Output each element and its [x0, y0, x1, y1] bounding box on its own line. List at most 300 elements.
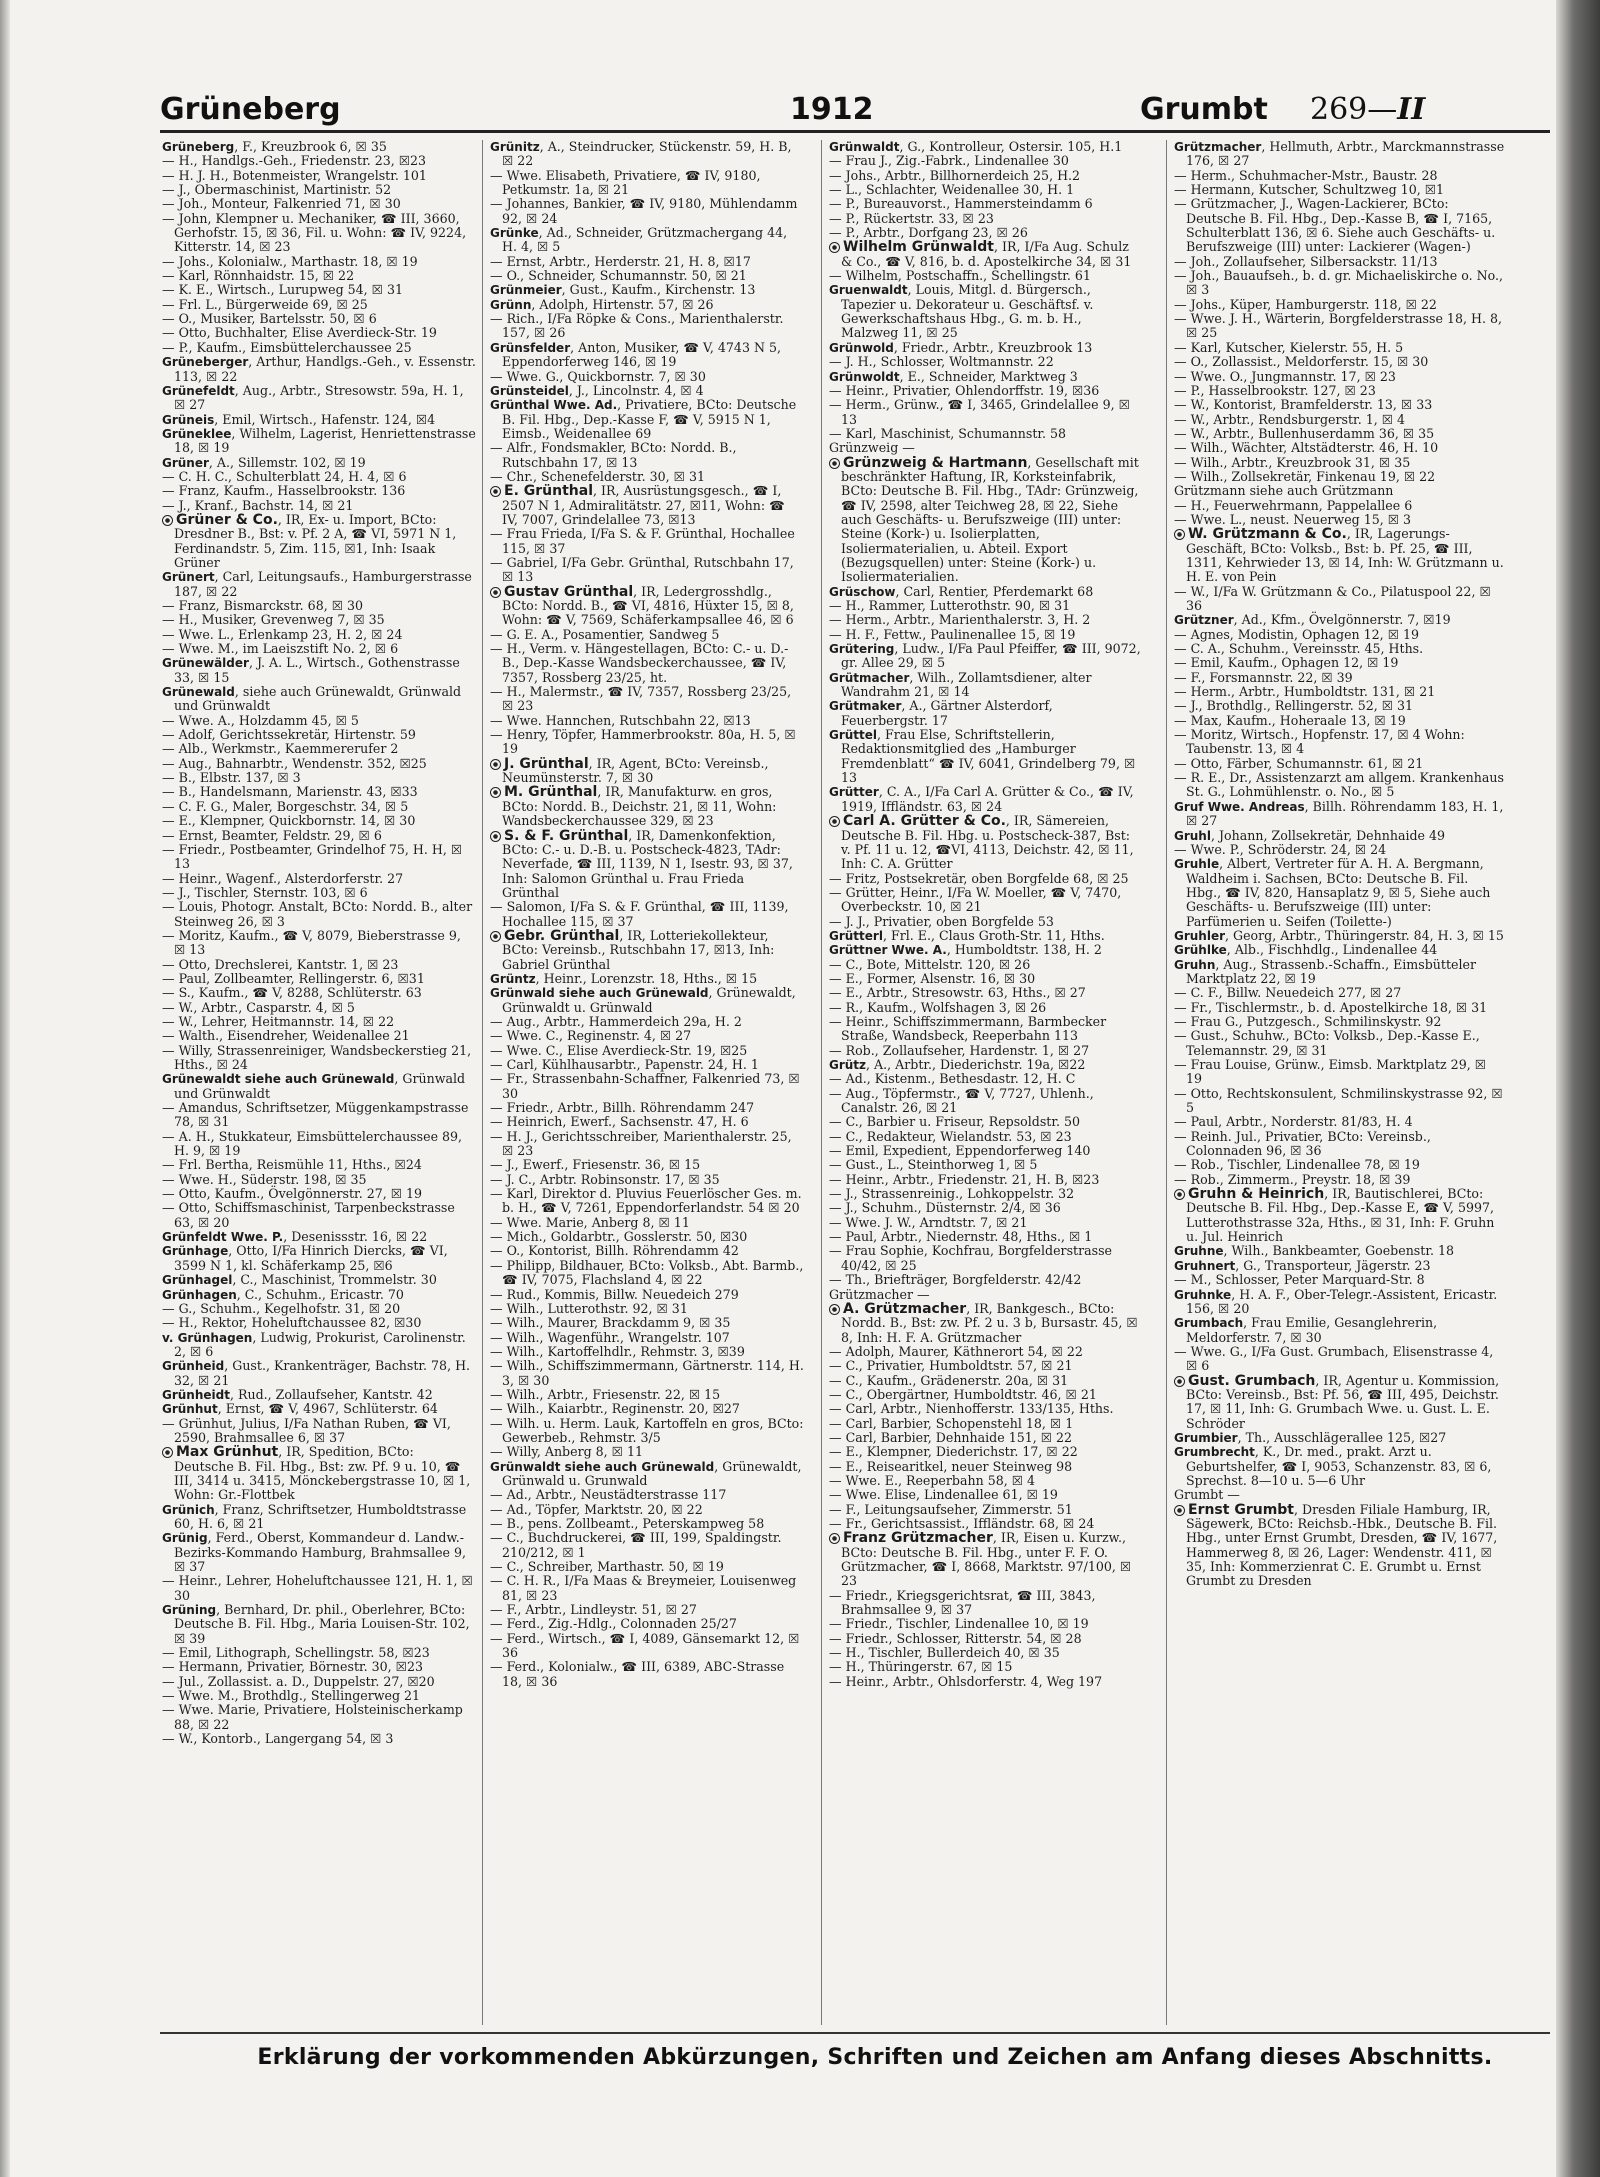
- directory-entry: — B., Elbstr. 137, ☒ 3: [162, 770, 301, 786]
- directory-entry: Grützner, Ad., Kfm., Övelgönnerstr. 7, ☒19: [1174, 612, 1451, 628]
- directory-entry: — Wwe. C., Elise Averdieck-Str. 19, ☒25: [490, 1042, 748, 1058]
- header-right-keyword: Grumbt: [1140, 92, 1268, 127]
- directory-entry: — C. F. G., Maler, Borgeschstr. 34, ☒ 5: [162, 798, 409, 814]
- directory-entry: — Wwe. Hannchen, Rutschbahn 22, ☒13: [490, 712, 751, 728]
- directory-entry: Grünert, Carl, Leitungsaufs., Hamburgerstrasse 187, ☒ 22: [162, 569, 472, 599]
- directory-entry: — C. F., Billw. Neuedeich 277, ☒ 27: [1174, 985, 1402, 1001]
- directory-column-4: [1172, 140, 1507, 2025]
- directory-entry: — Wwe. L., neust. Neuerweg 15, ☒ 3: [1174, 511, 1412, 527]
- directory-entry: Grumbrecht, K., Dr. med., prakt. Arzt u. Geburtshelfer, ☎ I, 9053, Schanzenstr. 83, ☒ 6, Sprechst. 8—10 u. 5—6 Uhr: [1174, 1444, 1492, 1488]
- directory-entry: Grünhut, Ernst, ☎ V, 4967, Schlüterstr. 64: [162, 1401, 438, 1417]
- page-number: [1310, 92, 1425, 127]
- directory-entry: — O., Musiker, Bartelsstr. 50, ☒ 6: [162, 311, 377, 327]
- directory-entry: — J. C., Arbtr. Robinsonstr. 17, ☒ 35: [490, 1171, 720, 1187]
- header-left-keyword: Grüneberg: [160, 92, 341, 127]
- directory-entry: Grünwaldt siehe auch Grünewald, Grünewaldt, Grünwald u. Grunwald: [490, 1458, 802, 1488]
- directory-entry: — Carl, Barbier, Dehnhaide 151, ☒ 22: [829, 1429, 1073, 1445]
- directory-entry: — Herm., Grünw., ☎ I, 3465, Grindelallee 9, ☒ 13: [829, 397, 1130, 427]
- directory-entry: — Wilh., Zollsekretär, Finkenau 19, ☒ 22: [1174, 468, 1436, 484]
- directory-entry: — F., Forsmannstr. 22, ☒ 39: [1174, 669, 1353, 685]
- directory-entry: — Henry, Töpfer, Hammerbrookstr. 80a, H. 5, ☒ 19: [490, 727, 796, 757]
- directory-entry: Grüttel, Frau Else, Schriftstellerin, Redaktionsmitglied des „Hamburger Fremdenblatt“ ☎ IV, 6041, Grindelberg 79, ☒ 13: [829, 727, 1136, 786]
- directory-entry: Grünich, Franz, Schriftsetzer, Humboldtstrasse 60, H. 6, ☒ 21: [162, 1501, 467, 1531]
- directory-entry: Grüning, Bernhard, Dr. phil., Oberlehrer, BCto: Deutsche B. Fil. Hbg., Maria Louisen-Str. 102, ☒ 39: [162, 1602, 470, 1646]
- firm-register-icon: [490, 831, 501, 842]
- directory-entry: — Otto, Färber, Schumannstr. 61, ☒ 21: [1174, 755, 1424, 771]
- directory-entry: — Heinr., Arbtr., Friedenstr. 21, H. B, ☒23: [829, 1171, 1100, 1187]
- directory-entry: — Heinr., Schiffszimmermann, Barmbecker Straße, Wandsbeck, Reeperbahn 113: [829, 1013, 1107, 1044]
- directory-entry: Grünig, Ferd., Oberst, Kommandeur d. Landw.-Bezirks-Kommando Hamburg, Brahmsallee 9, ☒ 37: [162, 1530, 467, 1575]
- directory-entry: — J., Obermaschinist, Martinistr. 52: [162, 182, 392, 198]
- directory-entry: Gruf Wwe. Andreas, Billh. Röhrendamm 183, H. 1, ☒ 27: [1174, 798, 1504, 829]
- directory-entry: — E., Klempner, Diederichstr. 17, ☒ 22: [829, 1444, 1078, 1460]
- directory-entry: M. Grünthal, IR, Manufakturw. en gros, BCto: Nordd. B., Deichstr. 21, ☒ 11, Wohn: Wandsbeckerchaussee 329, ☒ 23: [490, 785, 804, 828]
- directory-entry: — F., Arbtr., Lindleystr. 51, ☒ 27: [490, 1602, 697, 1618]
- directory-entry: — Wilh., Arbtr., Kreuzbrook 31, ☒ 35: [1174, 454, 1411, 470]
- directory-entry: — Max, Kaufm., Hoheraale 13, ☒ 19: [1174, 712, 1406, 728]
- directory-entry: — H., Verm. v. Hängestellagen, BCto: C.- u. D.-B., Dep.-Kasse Wandsbeckerchaussee, ☎ IV, 7357, Rossberg 23/25, ht.: [490, 641, 789, 685]
- directory-entry: — O., Zollassist., Meldorferstr. 15, ☒ 30: [1174, 354, 1429, 370]
- firm-register-icon: [490, 931, 501, 942]
- directory-entry: — Karl, Kutscher, Kielerstr. 55, H. 5: [1174, 339, 1404, 355]
- footer-rule: [160, 2032, 1550, 2034]
- directory-entry: — H., Feuerwehrmann, Pappelallee 6: [1174, 497, 1413, 513]
- directory-entry: Grünn, Adolph, Hirtenstr. 57, ☒ 26: [490, 296, 714, 312]
- page-number-section: II: [1397, 92, 1426, 127]
- directory-entry: Grütmaker, A., Gärtner Alsterdorf, Feuerbergstr. 17: [829, 698, 1053, 728]
- directory-entry: — John, Klempner u. Mechaniker, ☎ III, 3660, Gerhofstr. 15, ☒ 36, Fil. u. Wohn: ☎ IV, 9224, Kitterstr. 14, ☒ 23: [162, 210, 467, 255]
- directory-entry: Ernst Grumbt, Dresden Filiale Hamburg, IR, Sägewerk, BCto: Reichsb.-Hbk., Deutsche B. Fil. Hbg., unter Ernst Grumbt, Dresden, ☎ IV, 1677, Hammerweg 8, ☒ 26, Lager: Wendenstr. 411, ☒ 35, Inh: Kommerzienrat C. E. Grumbt u. Ernst Grumbt zu Dresden: [1174, 1503, 1505, 1589]
- firm-register-icon: [1174, 529, 1185, 540]
- directory-entry: — H. F., Fettw., Paulinenallee 15, ☒ 19: [829, 626, 1076, 642]
- firm-register-icon: [829, 816, 840, 827]
- directory-entry: — W., Lehrer, Heitmannstr. 14, ☒ 22: [162, 1013, 395, 1029]
- directory-entry: — P., Kaufm., Eimsbüttelerchaussee 25: [162, 339, 412, 355]
- directory-entry: Grünsfelder, Anton, Musiker, ☎ V, 4743 N 5, Eppendorferweg 146, ☒ 19: [490, 339, 782, 370]
- directory-entry: Grumbach, Frau Emilie, Gesanglehrerin, Meldorferstr. 7, ☒ 30: [1174, 1315, 1438, 1345]
- directory-entry: — Karl, Direktor d. Pluvius Feuerlöscher Ges. m. b. H., ☎ V, 7261, Eppendorferlandstr. 54 ☒ 20: [490, 1186, 802, 1216]
- directory-entry: — Moritz, Wirtsch., Hopfenstr. 17, ☒ 4 Wohn: Taubenstr. 13, ☒ 4: [1174, 727, 1465, 757]
- directory-entry: — Wilhelm, Postschaffn., Schellingstr. 61: [829, 268, 1091, 284]
- directory-entry: Grünhage, Otto, I/Fa Hinrich Diercks, ☎ VI, 3599 N 1, kl. Schäferkamp 25, ☒6: [162, 1243, 448, 1273]
- directory-entry: — W., Kontorist, Bramfelderstr. 13, ☒ 33: [1174, 397, 1433, 413]
- directory-column-2: [488, 140, 806, 2025]
- directory-entry: Gruhl, Johann, Zollsekretär, Dehnhaide 49: [1174, 827, 1446, 843]
- directory-entry: — Johannes, Bankier, ☎ IV, 9180, Mühlendamm 92, ☒ 24: [490, 196, 798, 226]
- directory-entry: — H., Malermstr., ☎ IV, 7357, Rossberg 23/25, ☒ 23: [490, 684, 792, 714]
- directory-entry: — Carl, Arbtr., Nienhofferstr. 133/135, Hths.: [829, 1401, 1114, 1417]
- directory-entry: Max Grünhut, IR, Spedition, BCto: Deutsche B. Fil. Hbg., Bst: zw. Pf. 9 u. 10, ☎ III, 3414 u. 3415, Mönckebergstrasse 10, ☒ 1, Wohn: Gr.-Flottbek: [162, 1445, 476, 1502]
- directory-entry: — Frau Sophie, Kochfrau, Borgfelderstrasse 40/42, ☒ 25: [829, 1243, 1112, 1273]
- directory-entry: — Fritz, Postsekretär, oben Borgfelde 68, ☒ 25: [829, 870, 1129, 886]
- directory-entry: Gruhle, Albert, Vertreter für A. H. A. Bergmann, Waldheim i. Sachsen, BCto: Deutsche B. Fil. Hbg., ☎ IV, 820, Hansaplatz 9, ☒ 5, Siehe auch Geschäfts- u. Berufszweige (III) unter: Parfümerien u. Seifen (Toilette-): [1174, 856, 1491, 929]
- directory-entry: Gruhnke, H. A. F., Ober-Telegr.-Assistent, Ericastr. 156, ☒ 20: [1174, 1286, 1498, 1316]
- directory-entry: — Herm., Arbtr., Marienthalerstr. 3, H. 2: [829, 612, 1091, 628]
- directory-entry: — Friedr., Kriegsgerichtsrat, ☎ III, 3843, Brahmsallee 9, ☒ 37: [829, 1587, 1096, 1618]
- directory-entry: — J., Ewerf., Friesenstr. 36, ☒ 15: [490, 1157, 701, 1173]
- directory-entry: — B., pens. Zollbeamt., Peterskampweg 58: [490, 1516, 765, 1531]
- directory-entry: — C. H. R., I/Fa Maas & Breymeier, Louisenweg 81, ☒ 23: [490, 1573, 797, 1603]
- page-header: [160, 82, 1550, 133]
- directory-entry: — Frau Louise, Grünw., Eimsb. Marktplatz 29, ☒ 19: [1174, 1057, 1487, 1087]
- directory-entry: Grüntz, Heinr., Lorenzstr. 18, Hths., ☒ 15: [490, 970, 758, 986]
- directory-entry: — Alb., Werkmstr., Kaemmererufer 2: [162, 741, 399, 757]
- directory-entry: Grünfeldt Wwe. P., Desenissstr. 16, ☒ 22: [162, 1229, 428, 1245]
- firm-register-icon: [490, 787, 501, 798]
- directory-entry: — Ad., Töpfer, Marktstr. 20, ☒ 22: [490, 1501, 703, 1517]
- directory-entry: — Franz, Bismarckstr. 68, ☒ 30: [162, 598, 364, 613]
- directory-entry: Grützmacher —: [829, 1286, 930, 1302]
- directory-entry: — Rud., Kommis, Billw. Neuedeich 279: [490, 1286, 739, 1302]
- directory-entry: J. Grünthal, IR, Agent, BCto: Vereinsb., Neumünsterstr. 7, ☒ 30: [490, 757, 804, 786]
- directory-entry: — Rich., I/Fa Röpke & Cons., Marienthalerstr. 157, ☒ 26: [490, 311, 784, 341]
- directory-entry: — W., Arbtr., Bullenhuserdamm 36, ☒ 35: [1174, 425, 1435, 441]
- directory-entry: Grumbt —: [1174, 1487, 1240, 1503]
- directory-entry: — Fr., Strassenbahn-Schaffner, Falkenried 73, ☒ 30: [490, 1071, 800, 1101]
- directory-entry: — C., Schreiber, Marthastr. 50, ☒ 19: [490, 1559, 724, 1575]
- column-divider: [821, 140, 822, 2025]
- directory-entry: Grünewälder, J. A. L., Wirtsch., Gothenstrasse 33, ☒ 15: [162, 655, 460, 685]
- directory-entry: — Agnes, Modistin, Ophagen 12, ☒ 19: [1174, 626, 1420, 642]
- directory-entry: — Carl, Barbier, Schopenstehl 18, ☒ 1: [829, 1415, 1074, 1431]
- directory-entry: — Joh., Monteur, Falkenried 71, ☒ 30: [162, 196, 401, 212]
- directory-entry: — Th., Briefträger, Borgfelderstr. 42/42: [829, 1272, 1082, 1288]
- directory-entry: — Rob., Tischler, Lindenallee 78, ☒ 19: [1174, 1157, 1420, 1173]
- directory-entry: — Joh., Bauaufseh., b. d. gr. Michaeliskirche o. No., ☒ 3: [1174, 268, 1503, 298]
- directory-entry: — Otto, Schiffsmaschinist, Tarpenbeckstrasse 63, ☒ 20: [162, 1200, 455, 1230]
- directory-entry: Gruhler, Georg, Arbtr., Thüringerstr. 84, H. 3, ☒ 15: [1174, 927, 1504, 943]
- directory-entry: — Hermann, Privatier, Börnestr. 30, ☒23: [162, 1659, 423, 1675]
- directory-entry: — Heinr., Arbtr., Ohlsdorferstr. 4, Weg 197: [829, 1673, 1103, 1689]
- directory-entry: — Heinr., Wagenf., Alsterdorferstr. 27: [162, 870, 404, 886]
- directory-entry: — C., Kaufm., Grädenerstr. 20a, ☒ 31: [829, 1372, 1069, 1388]
- directory-entry: — Willy, Strassenreiniger, Wandsbeckerstieg 21, Hths., ☒ 24: [162, 1042, 472, 1072]
- directory-entry: — M., Schlosser, Peter Marquard-Str. 8: [1174, 1272, 1425, 1288]
- directory-entry: — Aug., Arbtr., Hammerdeich 29a, H. 2: [490, 1013, 742, 1029]
- directory-entry: — Adolf, Gerichtssekretär, Hirtenstr. 59: [162, 727, 416, 743]
- directory-entry: — Frau Frieda, I/Fa S. & F. Grünthal, Hochallee 115, ☒ 37: [490, 526, 795, 556]
- directory-entry: Gruhne, Wilh., Bankbeamter, Goebenstr. 18: [1174, 1243, 1454, 1259]
- directory-entry: A. Grützmacher, IR, Bankgesch., BCto: Nordd. B., Bst: zw. Pf. 2 u. 3 b, Bursastr. 45, ☒ 8, Inh: H. F. A. Grützmacher: [829, 1302, 1143, 1345]
- directory-column-1: [160, 140, 478, 2025]
- directory-entry: — S., Kaufm., ☎ V, 8288, Schlüterstr. 63: [162, 985, 422, 1001]
- directory-entry: — Heinr., Privatier, Ohlendorffstr. 19, ☒36: [829, 382, 1100, 398]
- directory-entry: — J., Kranf., Bachstr. 14, ☒ 21: [162, 497, 354, 513]
- directory-entry: — H., Musiker, Grevenweg 7, ☒ 35: [162, 612, 385, 628]
- directory-entry: — Joh., Zollaufseher, Silbersackstr. 11/13: [1174, 253, 1438, 269]
- directory-entry: Grünewaldt siehe auch Grünewald, Grünwald und Grünwaldt: [162, 1071, 466, 1101]
- directory-entry: — B., Handelsmann, Marienstr. 43, ☒33: [162, 784, 418, 800]
- directory-entry: Grünewald, siehe auch Grünewaldt, Grünwald und Grünwaldt: [162, 684, 462, 714]
- directory-entry: — Wwe. M., im Laeiszstift No. 2, ☒ 6: [162, 641, 399, 657]
- firm-register-icon: [1174, 1376, 1185, 1387]
- directory-entry: — C., Redakteur, Wielandstr. 53, ☒ 23: [829, 1128, 1072, 1144]
- directory-entry: — Louis, Photogr. Anstalt, BCto: Nordd. B., alter Steinweg 26, ☒ 3: [162, 899, 473, 929]
- directory-entry: — Friedr., Tischler, Lindenallee 10, ☒ 19: [829, 1616, 1089, 1632]
- directory-entry: — G. E. A., Posamentier, Sandweg 5: [490, 626, 720, 642]
- firm-register-icon: [1174, 1189, 1185, 1200]
- directory-entry: — P., Bureauvorst., Hammersteindamm 6: [829, 196, 1093, 212]
- directory-entry: Grütterl, Frl. E., Claus Groth-Str. 11, Hths.: [829, 927, 1105, 943]
- firm-register-icon: [829, 1304, 840, 1315]
- directory-entry: — W., Arbtr., Casparstr. 4, ☒ 5: [162, 999, 355, 1015]
- directory-entry: — Wilh., Maurer, Brackdamm 9, ☒ 35: [490, 1315, 731, 1331]
- firm-register-icon: [490, 759, 501, 770]
- directory-entry: — J., Strassenreinig., Lohkoppelstr. 32: [829, 1186, 1075, 1202]
- directory-entry: Grüneberg, F., Kreuzbrook 6, ☒ 35: [162, 140, 387, 154]
- directory-entry: — Ernst, Arbtr., Herderstr. 21, H. 8, ☒17: [490, 253, 751, 269]
- directory-entry: — Moritz, Kaufm., ☎ V, 8079, Bieberstrasse 9, ☒ 13: [162, 927, 461, 958]
- directory-entry: — C., Buchdruckerei, ☎ III, 199, Spaldingstr. 210/212, ☒ 1: [490, 1530, 782, 1560]
- directory-entry: Grünhagel, C., Maschinist, Trommelstr. 30: [162, 1272, 437, 1288]
- directory-entry: — Wilh., Wächter, Altstädterstr. 46, H. 10: [1174, 440, 1439, 456]
- directory-entry: — Gust., Schuhw., BCto: Volksb., Dep.-Kasse E., Telemannstr. 29, ☒ 31: [1174, 1028, 1480, 1058]
- directory-entry: — H. J., Gerichtsschreiber, Marienthalerstr. 25, ☒ 23: [490, 1128, 792, 1159]
- directory-entry: — Adolph, Maurer, Käthnerort 54, ☒ 22: [829, 1343, 1083, 1359]
- header-year: 1912: [790, 92, 874, 127]
- directory-entry: S. & F. Grünthal, IR, Damenkonfektion, BCto: C.- u. D.-B. u. Postscheck-4823, TAdr: Neverfade, ☎ III, 1139, N 1, Isestr. 93, ☒ 37, Inh: Salomon Grünthal u. Frau Frieda Grünthal: [490, 829, 804, 901]
- directory-entry: — Aug., Töpfermstr., ☎ V, 7727, Uhlenh., Canalstr. 26, ☒ 21: [829, 1085, 1094, 1116]
- directory-entry: — R. E., Dr., Assistenzarzt am allgem. Krankenhaus St. G., Lohmühlenstr. o. No., ☒ 5: [1174, 770, 1504, 800]
- directory-entry: Grüner & Co., IR, Ex- u. Import, BCto: Dresdner B., Bst: v. Pf. 2 A, ☎ VI, 5971 N 1, Ferdinandstr. 5, Zim. 115, ☒1, Inh: Isaak Grüner: [162, 513, 476, 570]
- directory-entry: — Wwe. A., Holzdamm 45, ☒ 5: [162, 712, 359, 728]
- directory-entry: — J. H., Schlosser, Woltmannstr. 22: [829, 354, 1054, 370]
- directory-entry: — J., Brothdlg., Rellingerstr. 52, ☒ 31: [1174, 698, 1414, 714]
- directory-entry: — Wwe. C., Reginenstr. 4, ☒ 27: [490, 1028, 692, 1044]
- directory-entry: Wilhelm Grünwaldt, IR, I/Fa Aug. Schulz & Co., ☎ V, 816, b. d. Apostelkirche 34, ☒ 31: [829, 240, 1143, 269]
- directory-entry: Grünitz, A., Steindrucker, Stückenstr. 59, H. B, ☒ 22: [490, 140, 792, 169]
- directory-entry: — Frl. Bertha, Reismühle 11, Hths., ☒24: [162, 1157, 422, 1173]
- directory-entry: — Wilh. u. Herm. Lauk, Kartoffeln en gros, BCto: Gewerbeb., Rehmstr. 3/5: [490, 1415, 804, 1445]
- directory-entry: Grüschow, Carl, Rentier, Pferdemarkt 68: [829, 583, 1094, 599]
- directory-entry: — Carl, Kühlhausarbtr., Papenstr. 24, H. 1: [490, 1057, 759, 1072]
- directory-entry: — Aug., Bahnarbtr., Wendenstr. 352, ☒25: [162, 755, 427, 771]
- firm-register-icon: [829, 242, 840, 253]
- directory-entry: — Wilh., Lutterothstr. 92, ☒ 31: [490, 1300, 688, 1316]
- directory-entry: — P., Arbtr., Dorfgang 23, ☒ 26: [829, 225, 1028, 241]
- directory-entry: — J. J., Privatier, oben Borgfelde 53: [829, 913, 1054, 929]
- column-divider: [1166, 140, 1167, 2025]
- directory-entry: — C. H. C., Schulterblatt 24, H. 4, ☒ 6: [162, 468, 407, 484]
- directory-entry: — Heinrich, Ewerf., Sachsenstr. 47, H. 6: [490, 1114, 749, 1130]
- directory-entry: — P., Rückertstr. 33, ☒ 23: [829, 210, 994, 226]
- directory-entry: — Wwe. Marie, Privatiere, Holsteinischerkamp 88, ☒ 22: [162, 1702, 463, 1732]
- directory-entry: Franz Grützmacher, IR, Eisen u. Kurzw., BCto: Deutsche B. Fil. Hbg., unter F. F. O. Grützmacher, ☎ I, 8668, Marktstr. 97/100, ☒ 23: [829, 1531, 1143, 1588]
- firm-register-icon: [829, 1533, 840, 1544]
- directory-entry: — Wilh., Schiffszimmermann, Gärtnerstr. 114, H. 3, ☒ 30: [490, 1358, 804, 1388]
- directory-entry: — Wwe. Marie, Anberg 8, ☒ 11: [490, 1214, 690, 1230]
- firm-register-icon: [829, 458, 840, 469]
- directory-entry: Grüneberger, Arthur, Handlgs.-Geh., v. Essenstr. 113, ☒ 22: [162, 354, 476, 384]
- directory-entry: — H., Tischler, Bullerdeich 40, ☒ 35: [829, 1645, 1060, 1661]
- directory-entry: — J., Schuhm., Düsternstr. 2/4, ☒ 36: [829, 1200, 1061, 1216]
- directory-entry: Grünefeldt, Aug., Arbtr., Stresowstr. 59a, H. 1, ☒ 27: [162, 382, 464, 413]
- directory-entry: — Frau G., Putzgesch., Schmilinskystr. 92: [1174, 1013, 1442, 1029]
- directory-entry: — Emil, Expedient, Eppendorferweg 140: [829, 1143, 1091, 1159]
- directory-entry: v. Grünhagen, Ludwig, Prokurist, Carolinenstr. 2, ☒ 6: [162, 1329, 466, 1359]
- directory-entry: Gruhnert, G., Transporteur, Jägerstr. 23: [1174, 1257, 1431, 1273]
- directory-entry: Grüner, A., Sillemstr. 102, ☒ 19: [162, 454, 366, 470]
- firm-register-icon: [162, 515, 173, 526]
- directory-entry: — Willy, Anberg 8, ☒ 11: [490, 1444, 643, 1460]
- directory-entry: — C., Bote, Mittelstr. 120, ☒ 26: [829, 956, 1031, 972]
- firm-register-icon: [1174, 1505, 1185, 1516]
- directory-entry: — Wilh., Arbtr., Friesenstr. 22, ☒ 15: [490, 1386, 721, 1402]
- directory-entry: — Grütter, Heinr., I/Fa W. Moeller, ☎ V, 7470, Overbeckstr. 10, ☒ 21: [829, 884, 1122, 915]
- directory-entry: — W., Kontorb., Langergang 54, ☒ 3: [162, 1731, 394, 1747]
- directory-entry: — O., Schneider, Schumannstr. 50, ☒ 21: [490, 268, 747, 284]
- directory-entry: — E., Former, Alsenstr. 16, ☒ 30: [829, 970, 1036, 986]
- directory-entry: — Walth., Eisendreher, Weidenallee 21: [162, 1028, 410, 1044]
- page-right-edge-shadow: [1556, 0, 1600, 2177]
- directory-entry: — Otto, Kaufm., Övelgönnerstr. 27, ☒ 19: [162, 1186, 423, 1202]
- directory-entry: — Ferd., Kolonialw., ☎ III, 6389, ABC-Strasse 18, ☒ 36: [490, 1659, 785, 1689]
- directory-entry: — J., Tischler, Sternstr. 103, ☒ 6: [162, 884, 368, 900]
- directory-entry: — A. H., Stukkateur, Eimsbüttelerchaussee 89, H. 9, ☒ 19: [162, 1128, 463, 1159]
- directory-entry: — Johs., Arbtr., Billhornerdeich 25, H.2: [829, 167, 1081, 183]
- directory-entry: — Wwe. H., Süderstr. 198, ☒ 35: [162, 1171, 367, 1187]
- directory-entry: Grünke, Ad., Schneider, Grützmachergang 44, H. 4, ☒ 5: [490, 225, 788, 255]
- directory-entry: — Rob., Zollaufseher, Hardenstr. 1, ☒ 27: [829, 1042, 1090, 1058]
- firm-register-icon: [162, 1447, 173, 1458]
- directory-entry: — Frau J., Zig.-Fabrk., Lindenallee 30: [829, 153, 1069, 169]
- footer-note: Erklärung der vorkommenden Abkürzungen, Schriften und Zeichen am Anfang dieses Abschnitts.: [257, 2045, 1493, 2070]
- directory-entry: — Karl, Maschinist, Schumannstr. 58: [829, 425, 1067, 441]
- directory-entry: — H., Rammer, Lutterothstr. 90, ☒ 31: [829, 598, 1071, 613]
- directory-entry: — Wwe. J. H., Wärterin, Borgfelderstrasse 18, H. 8, ☒ 25: [1174, 311, 1502, 341]
- directory-entry: — Franz, Kaufm., Hasselbrookstr. 136: [162, 483, 406, 499]
- directory-entry: — Emil, Kaufm., Ophagen 12, ☒ 19: [1174, 655, 1399, 671]
- directory-entry: — Grünhut, Julius, I/Fa Nathan Ruben, ☎ VI, 2590, Brahmsallee 6, ☒ 37: [162, 1415, 451, 1445]
- directory-entry: — Wilh., Wagenführ., Wrangelstr. 107: [490, 1329, 730, 1345]
- directory-entry: Gruenwaldt, Louis, Mitgl. d. Bürgersch., Tapezier u. Dekorateur u. Geschäftsf. v. Gewerkschaftshaus Hbg., G. m. b. H., Malzweg 11, ☒ 25: [829, 282, 1094, 341]
- directory-entry: Grützmacher, Hellmuth, Arbtr., Marckmannstrasse 176, ☒ 27: [1174, 140, 1505, 169]
- directory-entry: — O., Kontorist, Billh. Röhrendamm 42: [490, 1243, 739, 1259]
- directory-entry: — Hermann, Kutscher, Schultzweg 10, ☒1: [1174, 182, 1445, 198]
- directory-entry: Grüneis, Emil, Wirtsch., Hafenstr. 124, ☒4: [162, 411, 436, 427]
- directory-entry: — Jul., Zollassist. a. D., Duppelstr. 27, ☒20: [162, 1673, 435, 1689]
- directory-entry: Grünwald siehe auch Grünewald, Grünewaldt, Grünwaldt u. Grünwald: [490, 985, 796, 1015]
- directory-entry: — H., Handlgs.-Geh., Friedenstr. 23, ☒23: [162, 153, 427, 169]
- directory-entry: Grünheid, Gust., Krankenträger, Bachstr. 78, H. 32, ☒ 21: [162, 1358, 471, 1388]
- directory-entry: — Herm., Arbtr., Humboldtstr. 131, ☒ 21: [1174, 684, 1436, 700]
- directory-entry: W. Grützmann & Co., IR, Lagerungs-Geschäft, BCto: Volksb., Bst: b. Pf. 25, ☎ III, 1311, Kehrwieder 13, ☒ 14, Inh: W. Grützmann u. H. E. von Pein: [1174, 527, 1505, 584]
- directory-entry: — Wwe. Elisabeth, Privatiere, ☎ IV, 9180, Petkumstr. 1a, ☒ 21: [490, 167, 761, 198]
- directory-entry: Grüneklee, Wilhelm, Lagerist, Henriettenstrasse 18, ☒ 19: [162, 425, 476, 456]
- directory-entry: — Salomon, I/Fa S. & F. Grünthal, ☎ III, 1139, Hochallee 115, ☒ 37: [490, 899, 789, 929]
- directory-entry: — Paul, Zollbeamter, Rellingerstr. 6, ☒31: [162, 970, 425, 986]
- directory-entry: — H., Thüringerstr. 67, ☒ 15: [829, 1659, 1013, 1675]
- directory-entry: — Wilh., Kaiarbtr., Reginenstr. 20, ☒27: [490, 1401, 740, 1417]
- firm-register-icon: [490, 587, 501, 598]
- firm-register-icon: [490, 486, 501, 497]
- directory-entry: Grünwold, Friedr., Arbtr., Kreuzbrook 13: [829, 339, 1093, 355]
- directory-entry: — E., Reisearitkel, neuer Steinweg 98: [829, 1458, 1073, 1474]
- directory-entry: E. Grünthal, IR, Ausrüstungsgesch., ☎ I, 2507 N 1, Admiralitätstr. 27, ☒11, Wohn: ☎ IV, 7007, Grindelallee 73, ☒13: [490, 484, 804, 527]
- directory-entry: Grünzweig & Hartmann, Gesellschaft mit beschränkter Haftung, IR, Korksteinfabrik, BCto: Deutsche B. Fil. Hbg., TAdr: Grünzweig, ☎ IV, 2598, alter Teichweg 28, ☒ 22, Siehe auch Geschäfts- u. Berufszweige (III) unter: Steine (Kork-) u. Isolierplatten, Isoliermaterialien, u. Abteil. Export (Bezugsquellen) unter: Steine (Kork-) u. Isoliermaterialien.: [829, 456, 1143, 585]
- directory-entry: — Mich., Goldarbtr., Gosslerstr. 50, ☒30: [490, 1229, 748, 1245]
- directory-entry: — Paul, Arbtr., Niedernstr. 48, Hths., ☒ 1: [829, 1229, 1093, 1245]
- directory-entry: Gruhn, Aug., Strassenb.-Schaffn., Eimsbütteler Marktplatz 22, ☒ 19: [1174, 956, 1476, 986]
- directory-entry: — Johs., Kolonialw., Marthastr. 18, ☒ 19: [162, 253, 418, 269]
- directory-entry: — Alfr., Fondsmakler, BCto: Nordd. B., Rutschbahn 17, ☒ 13: [490, 440, 737, 470]
- directory-entry: — Ad., Arbtr., Neustädterstrasse 117: [490, 1487, 727, 1503]
- directory-entry: Grünheidt, Rud., Zollaufseher, Kantstr. 42: [162, 1386, 433, 1402]
- directory-entry: Grünwoldt, E., Schneider, Marktweg 3: [829, 368, 1078, 384]
- directory-entry: — Friedr., Arbtr., Billh. Röhrendamm 247: [490, 1100, 755, 1116]
- directory-entry: Carl A. Grütter & Co., IR, Sämereien, Deutsche B. Fil. Hbg. u. Postscheck-387, Bst: v. Pf. 11 u. 12, ☎VI, 4113, Deichstr. 42, ☒ 11, Inh: C. A. Grütter: [829, 814, 1143, 871]
- directory-entry: — Wwe. O., Jungmannstr. 17, ☒ 23: [1174, 368, 1396, 384]
- directory-entry: — Wilh., Kartoffelhdlr., Rehmstr. 3, ☒39: [490, 1343, 745, 1359]
- directory-entry: — Wwe. Elise, Lindenallee 61, ☒ 19: [829, 1487, 1058, 1503]
- directory-entry: — Friedr., Postbeamter, Grindelhof 75, H. H, ☒ 13: [162, 841, 463, 872]
- directory-entry: — Wwe. L., Erlenkamp 23, H. 2, ☒ 24: [162, 626, 403, 642]
- directory-entry: — Fr., Gerichtsassist., Iffländstr. 68, ☒ 24: [829, 1516, 1095, 1531]
- directory-entry: Grütmacher, Wilh., Zollamtsdiener, alter Wandrahm 21, ☒ 14: [829, 669, 1092, 700]
- directory-entry: Grünwaldt, G., Kontrolleur, Ostersir. 105, H.1: [829, 140, 1123, 154]
- directory-entry: — C. A., Schuhm., Vereinsstr. 45, Hths.: [1174, 641, 1424, 657]
- directory-entry: — K. E., Wirtsch., Lurupweg 54, ☒ 31: [162, 282, 403, 298]
- directory-entry: Grütz, A., Arbtr., Diederichstr. 19a, ☒22: [829, 1057, 1086, 1072]
- directory-entry: Gustav Grünthal, IR, Ledergrosshdlg., BCto: Nordd. B., ☎ VI, 4816, Hüxter 15, ☒ 8, Wohn: ☎ V, 7569, Schäferkampsallee 46, ☒ 6: [490, 585, 804, 628]
- directory-entry: — Philipp, Bildhauer, BCto: Volksb., Abt. Barmb., ☎ IV, 7075, Flachsland 4, ☒ 22: [490, 1257, 804, 1288]
- directory-entry: Grünthal Wwe. Ad., Privatiere, BCto: Deutsche B. Fil. Hbg., Dep.-Kasse F, ☎ V, 5915 N 1, Eimsb., Weidenallee 69: [490, 397, 797, 441]
- directory-entry: — Friedr., Schlosser, Ritterstr. 54, ☒ 28: [829, 1630, 1082, 1646]
- directory-entry: — Wwe. G., Quickbornstr. 7, ☒ 30: [490, 368, 706, 384]
- directory-entry: — E., Arbtr., Stresowstr. 63, Hths., ☒ 27: [829, 985, 1086, 1001]
- directory-entry: — C., Barbier u. Friseur, Repsoldstr. 50: [829, 1114, 1081, 1130]
- directory-entry: — E., Klempner, Quickbornstr. 14, ☒ 30: [162, 813, 416, 829]
- directory-entry: — F., Leitungsaufseher, Zimmerstr. 51: [829, 1501, 1073, 1517]
- directory-entry: — Wwe. M., Brothdlg., Stellingerweg 21: [162, 1688, 421, 1704]
- directory-entry: — Ad., Kistenm., Bethesdastr. 12, H. C: [829, 1071, 1076, 1087]
- directory-entry: — Wwe. P., Schröderstr. 24, ☒ 24: [1174, 841, 1387, 857]
- directory-entry: — H. J. H., Botenmeister, Wrangelstr. 101: [162, 167, 427, 183]
- directory-entry: Grünzweig —: [829, 440, 915, 456]
- directory-entry: Gruhn & Heinrich, IR, Bautischlerei, BCto: Deutsche B. Fil. Hbg., Dep.-Kasse E, ☎ V, 5997, Lutterothstrasse 32a, Hths., ☒ 31, Inh: F. Gruhn u. Jul. Heinrich: [1174, 1187, 1505, 1244]
- directory-entry: — Reinh. Jul., Privatier, BCto: Vereinsb., Colonnaden 96, ☒ 36: [1174, 1128, 1431, 1159]
- directory-entry: — C., Privatier, Humboldtstr. 57, ☒ 21: [829, 1358, 1073, 1374]
- directory-entry: — Otto, Buchhalter, Elise Averdieck-Str. 19: [162, 325, 437, 341]
- page-binding-edge: [0, 0, 10, 2177]
- directory-entry: — Rob., Zimmerm., Preystr. 18, ☒ 39: [1174, 1171, 1411, 1187]
- directory-entry: — Otto, Drechslerei, Kantstr. 1, ☒ 23: [162, 956, 399, 972]
- directory-entry: Grumbier, Th., Ausschlägerallee 125, ☒27: [1174, 1429, 1447, 1445]
- directory-entry: Grüttner Wwe. A., Humboldtstr. 138, H. 2: [829, 942, 1102, 958]
- directory-entry: Gust. Grumbach, IR, Agentur u. Kommission, BCto: Vereinsb., Bst: Pf. 56, ☎ III, 495, Deichstr. 17, ☒ 11, Inh: G. Grumbach Wwe. u. Gust. L. E. Schröder: [1174, 1374, 1505, 1431]
- directory-entry: — Gust., L., Steinthorweg 1, ☒ 5: [829, 1157, 1038, 1173]
- directory-entry: Grütering, Ludw., I/Fa Paul Pfeiffer, ☎ III, 9072, gr. Allee 29, ☒ 5: [829, 641, 1141, 671]
- directory-entry: — Herm., Schuhmacher-Mstr., Baustr. 28: [1174, 167, 1438, 183]
- directory-entry: — L., Schlachter, Weidenallee 30, H. 1: [829, 182, 1075, 198]
- directory-entry: — H., Rektor, Hoheluftchaussee 82, ☒30: [162, 1315, 422, 1331]
- directory-entry: — Emil, Lithograph, Schellingstr. 58, ☒23: [162, 1645, 430, 1661]
- directory-entry: — Paul, Arbtr., Norderstr. 81/83, H. 4: [1174, 1114, 1413, 1130]
- directory-entry: — Otto, Rechtskonsulent, Schmilinskystrasse 92, ☒ 5: [1174, 1085, 1503, 1116]
- directory-entry: — R., Kaufm., Wolfshagen 3, ☒ 26: [829, 999, 1047, 1015]
- directory-entry: — W., Arbtr., Rendsburgerstr. 1, ☒ 4: [1174, 411, 1406, 427]
- page-number-value: 269—: [1310, 92, 1398, 127]
- directory-entry: — Fr., Tischlermstr., b. d. Apostelkirche 18, ☒ 31: [1174, 999, 1488, 1015]
- directory-entry: Grünmeier, Gust., Kaufm., Kirchenstr. 13: [490, 282, 756, 298]
- directory-entry: — Amandus, Schriftsetzer, Müggenkampstrasse 78, ☒ 31: [162, 1100, 469, 1130]
- directory-entry: — P., Hasselbrookstr. 127, ☒ 23: [1174, 382, 1376, 398]
- directory-entry: Grünhagen, C., Schuhm., Ericastr. 70: [162, 1286, 404, 1302]
- directory-column-3: [827, 140, 1145, 2025]
- directory-entry: — Wwe. G., I/Fa Gust. Grumbach, Elisenstrasse 4, ☒ 6: [1174, 1343, 1494, 1374]
- directory-entry: — Heinr., Lehrer, Hoheluftchaussee 121, H. 1, ☒ 30: [162, 1573, 473, 1603]
- directory-entry: — Grützmacher, J., Wagen-Lackierer, BCto: Deutsche B. Fil. Hbg., Dep.-Kasse B, ☎ I, 7165, Schulterblatt 136, ☒ 6. Siehe auch Geschäfts- u. Berufszweige (III) unter: Lackierer (Wagen-): [1174, 196, 1496, 255]
